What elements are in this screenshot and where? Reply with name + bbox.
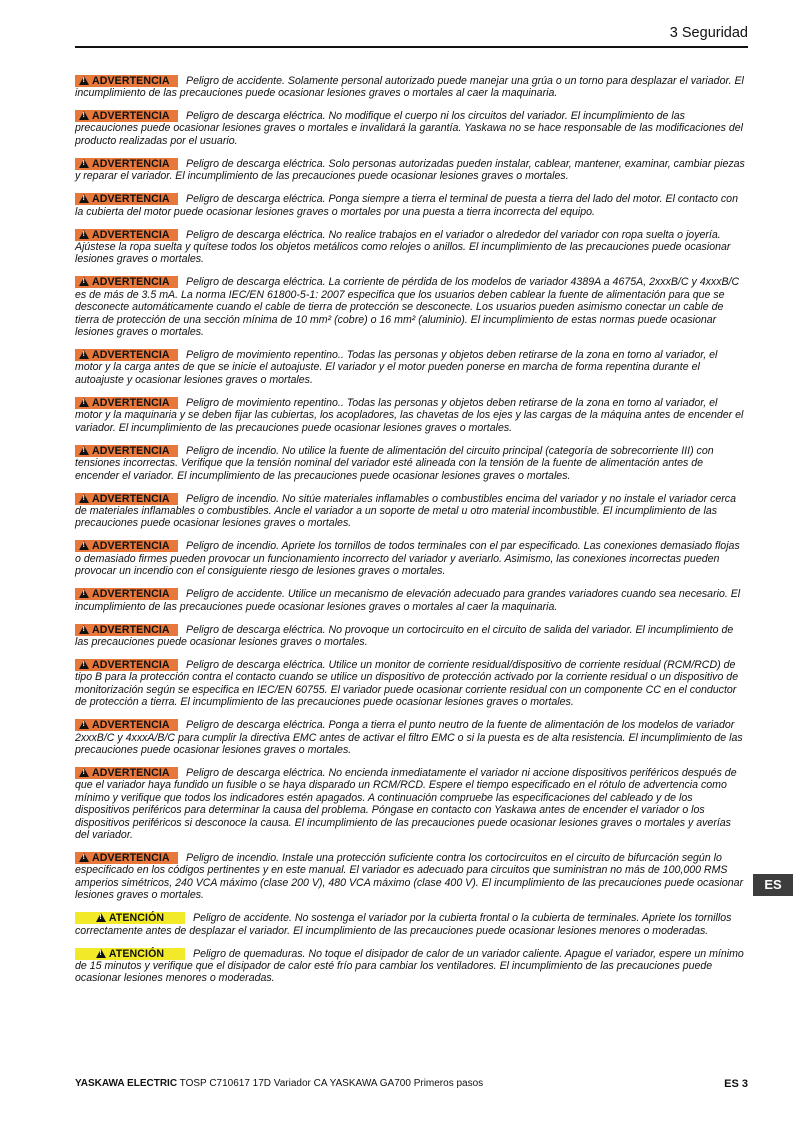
warning-triangle-icon	[79, 446, 89, 455]
safety-entry: !ADVERTENCIA Peligro de incendio. No sitúe materiales inflamables o combustibles encima del variador y no instale el variador cerca de materiales inflamables o combustibles. Ancle el variador a un soporte de metal u otro material incombustible. El incumplimiento de las precauciones puede ocasionar lesiones graves o mortales.	[75, 493, 747, 530]
page-header	[75, 24, 748, 48]
safety-entry: !ADVERTENCIA Peligro de descarga eléctrica. Ponga siempre a tierra el terminal de puesta a tierra del lado del motor. El contacto con la cubierta del motor puede ocasionar lesiones graves o mortales por una puesta a tierra incorrecta del equipo.	[75, 193, 747, 218]
safety-content	[75, 64, 747, 993]
caution-badge: !ATENCIÓN	[75, 912, 185, 924]
language-tab: ES	[753, 874, 793, 896]
warning-triangle-icon	[79, 541, 89, 550]
warning-triangle-icon	[79, 589, 89, 598]
warning-badge: !ADVERTENCIA	[75, 445, 178, 457]
safety-entry: !ATENCIÓN Peligro de quemaduras. No toque el disipador de calor de un variador caliente. Apague el variador, espere un mínimo de 15 minutos y verifique que el disipador de calor esté frío para cambiar los ventiladores. El incumplimiento de las precauciones puede ocasionar lesiones menores o moderadas.	[75, 948, 747, 985]
footer-brand: YASKAWA ELECTRIC	[75, 1078, 178, 1089]
safety-entry: !ADVERTENCIA Peligro de incendio. Instale una protección suficiente contra los cortocircuitos en el circuito de bifurcación según lo especificado en los códigos pertinentes y en este manual. El variador es adecuado para circuitos que suministran no más de 100,000 RMS amperios simétricos, 240 VCA máximo (clase 200 V), 480 VCA máximo (clase 400 V). El incumplimiento de las precauciones puede ocasionar lesiones graves o mortales.	[75, 852, 747, 902]
safety-entry: !ADVERTENCIA Peligro de incendio. No utilice la fuente de alimentación del circuito principal (categoría de sobrecorriente III) con tensiones incorrectas. Verifique que la tensión nominal del variador esté alineada con la tensión de la fuente de alimentación antes de encender el variador. El incumplimiento de las precauciones puede ocasionar lesiones graves o mortales.	[75, 445, 747, 482]
caution-badge: !ATENCIÓN	[75, 948, 185, 960]
safety-entry: !ADVERTENCIA Peligro de incendio. Apriete los tornillos de todos terminales con el par especificado. Las conexiones demasiado flojas o demasiado firmes pueden provocar un funcionamiento incorrecto del variador y averiarlo. Asimismo, las conexiones incorrectas pueden provocar un incendio con el consiguiente riesgo de lesiones graves o mortales.	[75, 540, 747, 577]
warning-triangle-icon	[79, 350, 89, 359]
safety-entry: !ADVERTENCIA Peligro de descarga eléctrica. Ponga a tierra el punto neutro de la fuente de alimentación de los modelos de variador 2xxxB/C y 4xxxA/B/C para cumplir la directiva EMC antes de activar el filtro EMC o si la puesta es de alta resistencia. El incumplimiento de las precauciones puede ocasionar lesiones graves o mortales.	[75, 719, 747, 756]
warning-badge: !ADVERTENCIA	[75, 158, 178, 170]
warning-triangle-icon	[79, 111, 89, 120]
warning-triangle-icon	[79, 853, 89, 862]
footer-document-title: TOSP C710617 17D Variador CA YASKAWA GA700 Primeros pasos	[179, 1078, 484, 1089]
warning-triangle-icon	[96, 949, 106, 958]
warning-triangle-icon	[79, 277, 89, 286]
warning-triangle-icon	[79, 660, 89, 669]
warning-badge: !ADVERTENCIA	[75, 75, 178, 87]
warning-triangle-icon	[79, 494, 89, 503]
page-footer	[75, 1078, 748, 1089]
warning-badge: !ADVERTENCIA	[75, 193, 178, 205]
safety-entry: !ADVERTENCIA Peligro de accidente. Solamente personal autorizado puede manejar una grúa o un torno para desplazar el variador. El incumplimiento de las precauciones puede ocasionar lesiones graves o mortales al caer la maquinaria.	[75, 75, 747, 100]
warning-triangle-icon	[79, 768, 89, 777]
warning-triangle-icon	[79, 76, 89, 85]
safety-entry: !ADVERTENCIA Peligro de descarga eléctrica. No modifique el cuerpo ni los circuitos del variador. El incumplimiento de las precauciones puede ocasionar lesiones graves o mortales e invalidará la garantía. Yaskawa no se hace responsable de las modificaciones del producto realizadas por el usuario.	[75, 110, 747, 147]
warning-badge: !ADVERTENCIA	[75, 349, 178, 361]
warning-badge: !ADVERTENCIA	[75, 110, 178, 122]
warning-badge: !ADVERTENCIA	[75, 852, 178, 864]
warning-triangle-icon	[79, 230, 89, 239]
warning-badge: !ADVERTENCIA	[75, 276, 178, 288]
safety-entry: !ADVERTENCIA Peligro de descarga eléctrica. No realice trabajos en el variador o alrededor del variador con ropa suelta o joyería. Ajústese la ropa suelta y quítese todos los objetos metálicos como relojes o anillos. El incumplimiento de las precauciones puede ocasionar lesiones graves o mortales.	[75, 229, 747, 266]
warning-triangle-icon	[79, 159, 89, 168]
safety-entry: !ADVERTENCIA Peligro de descarga eléctrica. La corriente de pérdida de los modelos de variador 4389A a 4675A, 2xxxB/C y 4xxxB/C es de más de 3.5 mA. La norma IEC/EN 61800-5-1: 2007 especifica que los usuarios deben cablear la fuente de alimentación para que se desconecte automáticamente cuando el cable de tierra de protección se desconecte. Los usuarios pueden asimismo conectar un cable de tierra de protección de una sección mínima de 10 mm² (cobre) o 16 mm² (aluminio). El incumplimiento de estas normas puede ocasionar lesiones graves o mortales.	[75, 276, 747, 338]
warning-badge: !ADVERTENCIA	[75, 540, 178, 552]
warning-triangle-icon	[79, 720, 89, 729]
safety-entry: !ADVERTENCIA Peligro de descarga eléctrica. No encienda inmediatamente el variador ni accione dispositivos periféricos después de que el variador haya fundido un fusible o se haya disparado un RCM/RCD. Espere el tiempo especificado en el rótulo de advertencia como mínimo y verifique que todos los indicadores estén apagados. A continuación compruebe las especificaciones del cableado y de los dispositivos periféricos para determinar la causa del problema. Póngase en contacto con Yaskawa antes de encender el variador o los dispositivos periféricos si desconoce la causa. El incumplimiento de las precauciones puede ocasionar lesiones graves o mortales y averías del variador.	[75, 767, 747, 841]
safety-entry: !ADVERTENCIA Peligro de descarga eléctrica. No provoque un cortocircuito en el circuito de salida del variador. El incumplimiento de las precauciones puede ocasionar lesiones graves o mortales.	[75, 624, 747, 649]
safety-entry: !ATENCIÓN Peligro de accidente. No sostenga el variador por la cubierta frontal o la cubierta de terminales. Apriete los tornillos correctamente antes de desplazar el variador. El incumplimiento de las precauciones puede ocasionar lesiones menores o moderadas.	[75, 912, 747, 937]
warning-badge: !ADVERTENCIA	[75, 397, 178, 409]
warning-badge: !ADVERTENCIA	[75, 588, 178, 600]
warning-badge: !ADVERTENCIA	[75, 719, 178, 731]
safety-entry: !ADVERTENCIA Peligro de movimiento repentino.. Todas las personas y objetos deben retirarse de la zona en torno al variador, el motor y la maquinaria y se deben fijar las cubiertas, los acopladores, las chavetas de los ejes y las cargas de la máquina antes de encender el variador. El incumplimiento de las precauciones puede ocasionar lesiones graves o mortales.	[75, 397, 747, 434]
safety-entry: !ADVERTENCIA Peligro de descarga eléctrica. Utilice un monitor de corriente residual/dispositivo de corriente residual (RCM/RCD) de tipo B para la protección contra el contacto cuando se utilice un dispositivo de protección activado por la corriente residual o un dispositivo de monitorización según se especifica en IEC/EN 60755. El variador puede ocasionar corriente residual con un componente CC en el conductor de protección a tierra. El incumplimiento de las precauciones puede ocasionar lesiones graves o mortales.	[75, 659, 747, 709]
warning-badge: !ADVERTENCIA	[75, 659, 178, 671]
safety-entry: !ADVERTENCIA Peligro de movimiento repentino.. Todas las personas y objetos deben retirarse de la zona en torno al variador, el motor y la carga antes de que se inicie el autoajuste. El variador y el motor pueden ponerse en marcha de forma repentina durante el autoajuste y ocasionar lesiones graves o mortales.	[75, 349, 747, 386]
warning-badge: !ADVERTENCIA	[75, 624, 178, 636]
safety-entry: !ADVERTENCIA Peligro de accidente. Utilice un mecanismo de elevación adecuado para grandes variadores cuando sea necesario. El incumplimiento de las precauciones puede ocasionar lesiones graves o mortales al caer la maquinaria.	[75, 588, 747, 613]
section-title: 3 Seguridad	[669, 25, 748, 41]
warning-triangle-icon	[79, 398, 89, 407]
warning-badge: !ADVERTENCIA	[75, 229, 178, 241]
warning-triangle-icon	[96, 913, 106, 922]
warning-badge: !ADVERTENCIA	[75, 767, 178, 779]
safety-entry: !ADVERTENCIA Peligro de descarga eléctrica. Solo personas autorizadas pueden instalar, cablear, mantener, examinar, cambiar piezas y reparar el variador. El incumplimiento de las precauciones puede ocasionar lesiones graves o mortales.	[75, 158, 747, 183]
warning-badge: !ADVERTENCIA	[75, 493, 178, 505]
warning-triangle-icon	[79, 625, 89, 634]
page-number: ES 3	[724, 1078, 748, 1090]
warning-triangle-icon	[79, 194, 89, 203]
